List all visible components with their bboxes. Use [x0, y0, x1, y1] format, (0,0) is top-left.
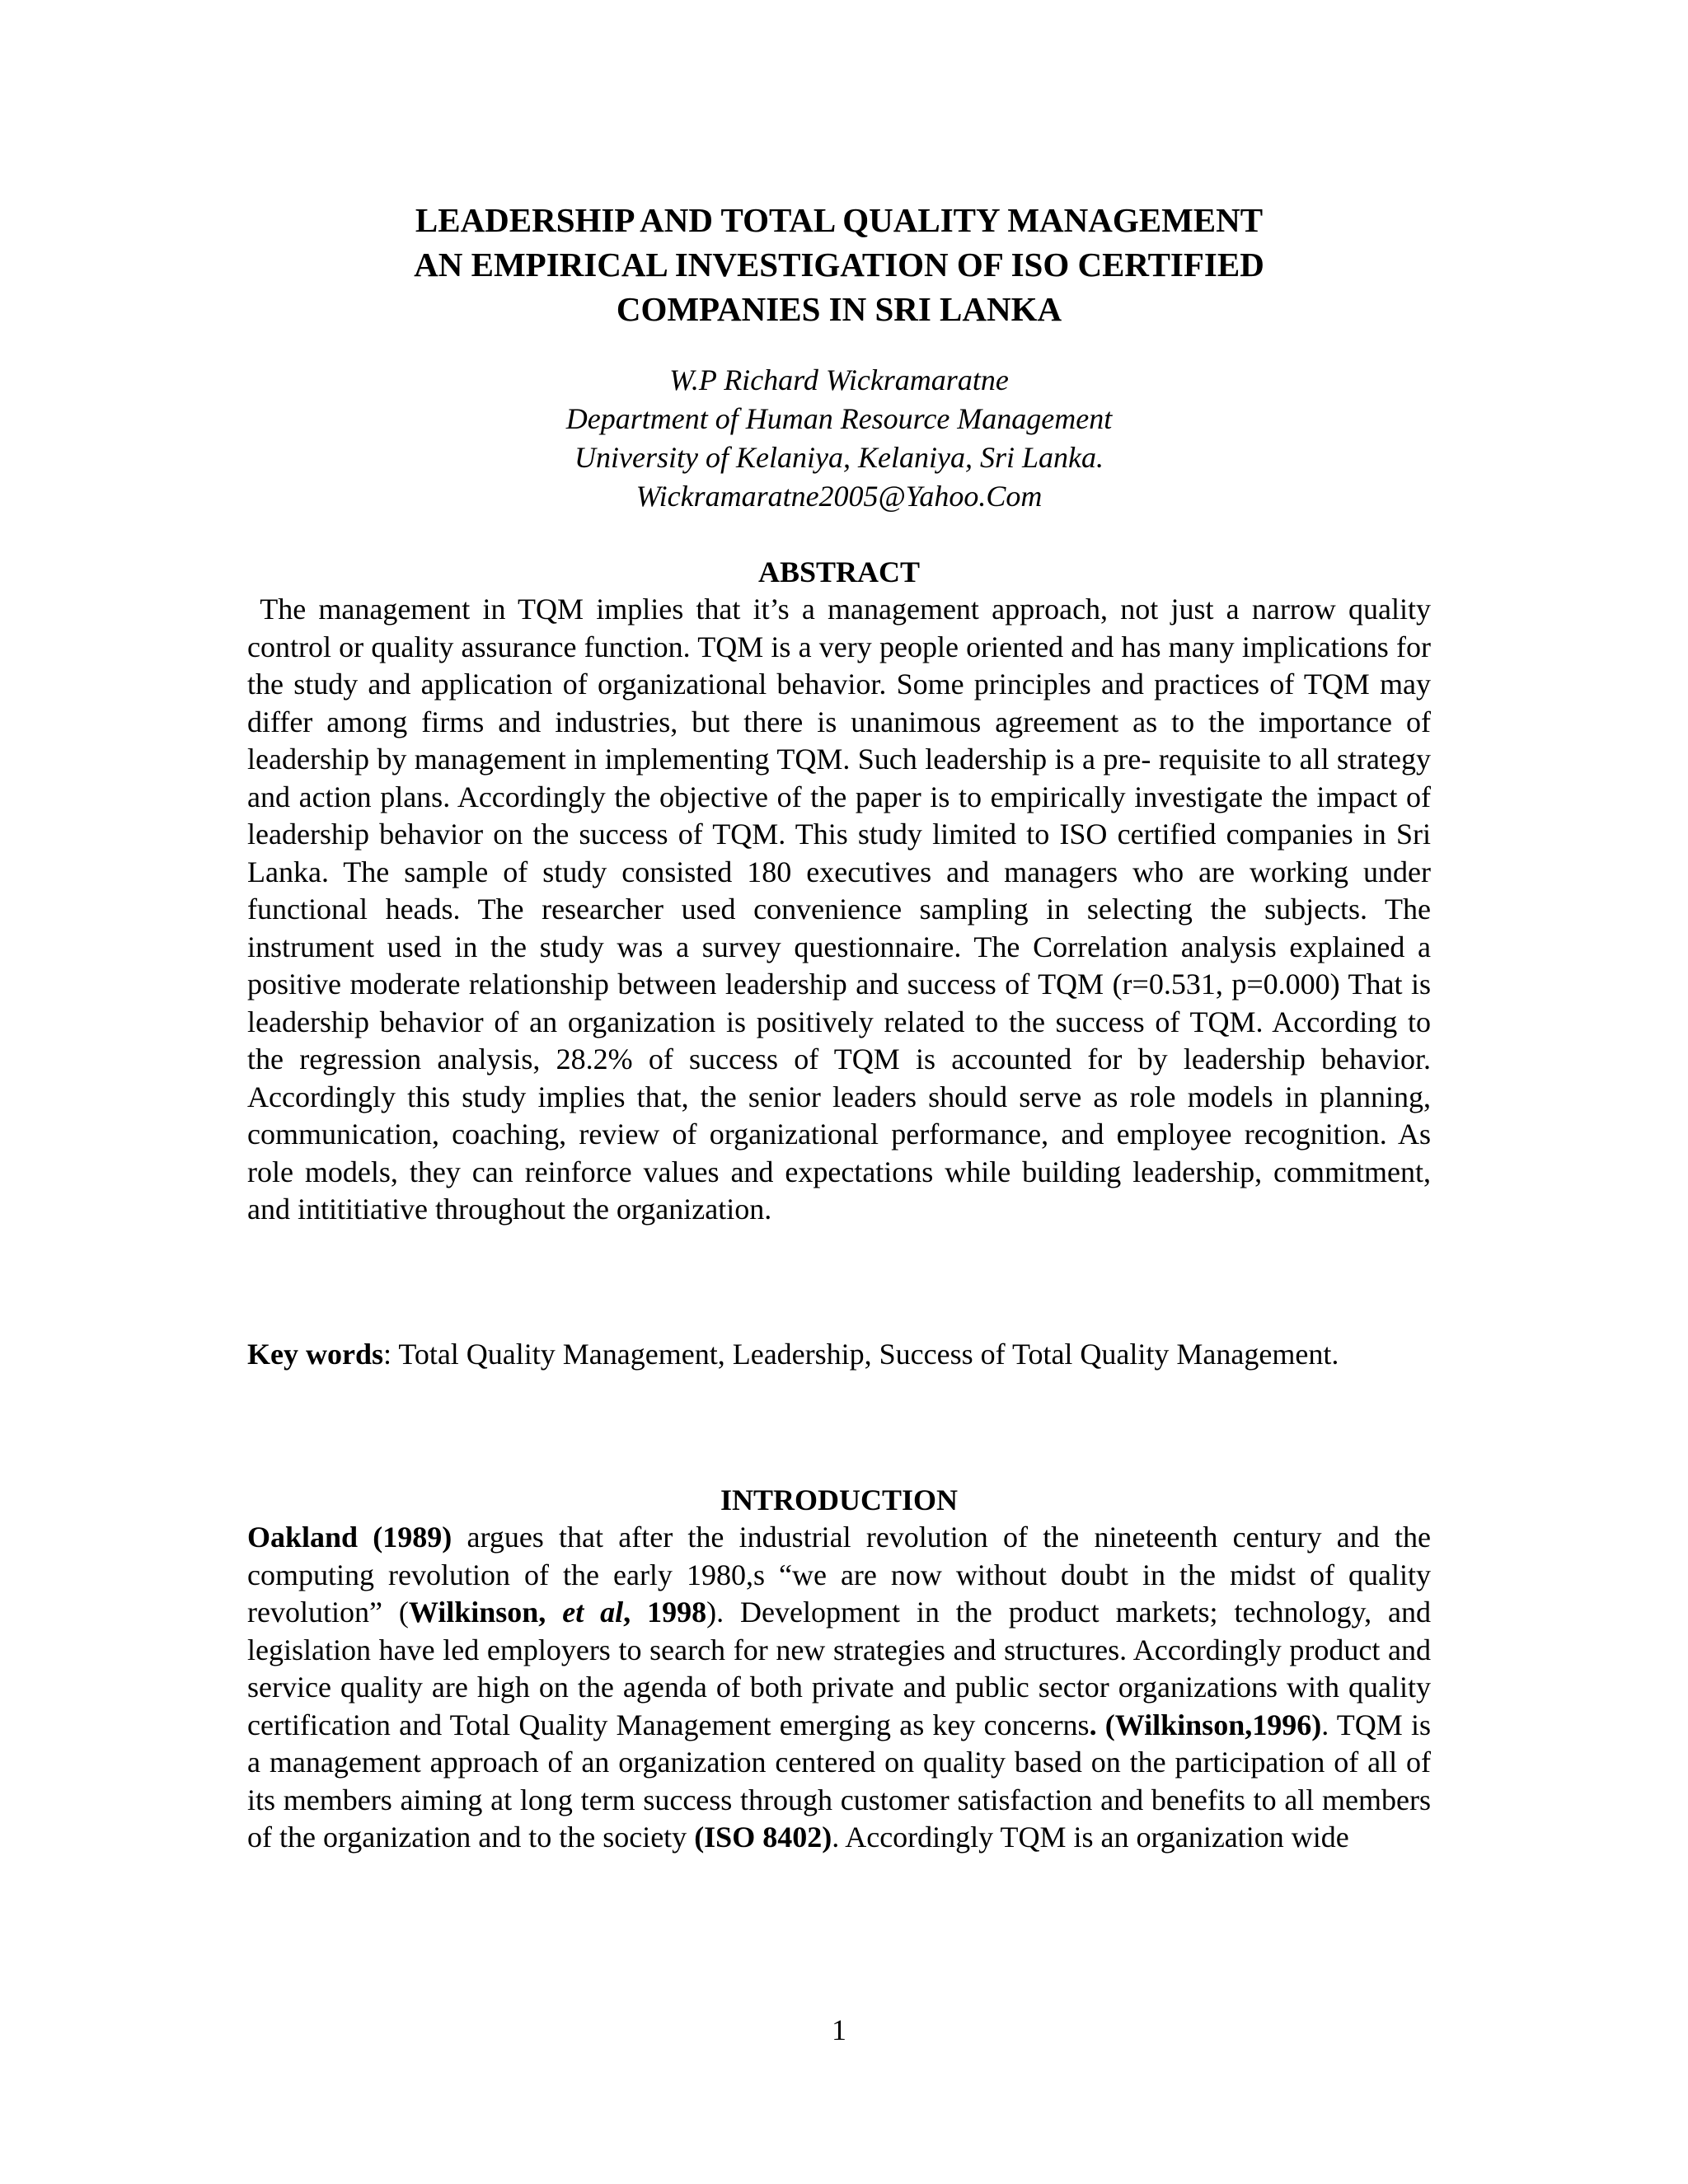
- paper-page: [247, 0, 1431, 2184]
- citation-et-al: et al: [562, 1596, 624, 1629]
- author-department: Department of Human Resource Management: [565, 402, 1113, 435]
- title-line-3: COMPANIES IN SRI LANKA: [616, 290, 1062, 328]
- citation-iso-8402: (ISO 8402): [694, 1821, 832, 1854]
- introduction-paragraph: [247, 1519, 1431, 1857]
- abstract-heading: ABSTRACT: [757, 555, 921, 588]
- intro-text-4: . Accordingly TQM is an organization wide: [832, 1821, 1349, 1854]
- intro-text-1: argues that after the industrial revolution of the nineteenth century and the computing revolution of the early 1980,s “we are now without doubt in the midst of quality revolution” (: [247, 1521, 1431, 1629]
- author-block: [247, 361, 1431, 516]
- author-name: W.P Richard Wickramaratne: [669, 363, 1009, 396]
- introduction-heading: INTRODUCTION: [720, 1483, 959, 1516]
- keywords-text: : Total Quality Management, Leadership, Success of Total Quality Management.: [383, 1338, 1339, 1371]
- citation-wilkinson-1996: . (Wilkinson,1996): [1089, 1708, 1322, 1741]
- page-number: 1: [832, 2013, 846, 2046]
- title-line-1: LEADERSHIP AND TOTAL QUALITY MANAGEMENT: [415, 201, 1264, 239]
- paper-title: [247, 198, 1431, 331]
- keywords-label: Key words: [247, 1338, 383, 1371]
- author-email: Wickramaratne2005@Yahoo.Com: [635, 480, 1043, 513]
- author-university: University of Kelaniya, Kelaniya, Sri Lanka.: [574, 441, 1104, 474]
- keywords-paragraph: [247, 1336, 1431, 1374]
- abstract-text: The management in TQM implies that it’s a management approach, not just a narrow quality control or quality assurance function. TQM is a very people oriented and has many implications for the study and application of organizational behavior. Some principles and practices of TQM may differ among firms and industries, but there is unanimous agreement as to the importance of leadership by management in implementing TQM. Such leadership is a pre- requisite to all strategy and action plans. Accordingly the objective of the paper is to empirically investigate the impact of leadership behavior on the success of TQM. This study limited to ISO certified companies in Sri Lanka. The sample of study consisted 180 executives and managers who are working under functional heads. The researcher used convenience sampling in selecting the subjects. The instrument used in the study was a survey questionnaire. The Correlation analysis explained a positive moderate relationship between leadership and success of TQM (r=0.531, p=0.000) That is leadership behavior of an organization is positively related to the success of TQM. According to the regression analysis, 28.2% of success of TQM is accounted for by leadership behavior. Accordingly this study implies that, the senior leaders should serve as role models in planning, communication, coaching, review of organizational performance, and employee recognition. As role models, they can reinforce values and expectations while building leadership, commitment, and intititiative throughout the organization.: [247, 593, 1431, 1226]
- citation-wilkinson-1998-a: Wilkinson,: [408, 1596, 563, 1629]
- intro-text-3: . TQM is a management approach of an organization centered on quality based on the participation of all of its members aiming at long term success through customer satisfaction and benefits to all members of the organization and to the society: [247, 1708, 1432, 1854]
- intro-text-2: ). Development in the product markets; technology, and legislation have led employers to search for new strategies and structures. Accordingly product and service quality are high on the agenda of both private and public sector organizations with quality certification and Total Quality Management emerging as key concerns: [247, 1596, 1432, 1741]
- citation-wilkinson-1998-b: , 1998: [623, 1596, 707, 1629]
- title-line-2: AN EMPIRICAL INVESTIGATION OF ISO CERTIFIED: [414, 246, 1264, 284]
- citation-oakland: Oakland (1989): [247, 1521, 452, 1554]
